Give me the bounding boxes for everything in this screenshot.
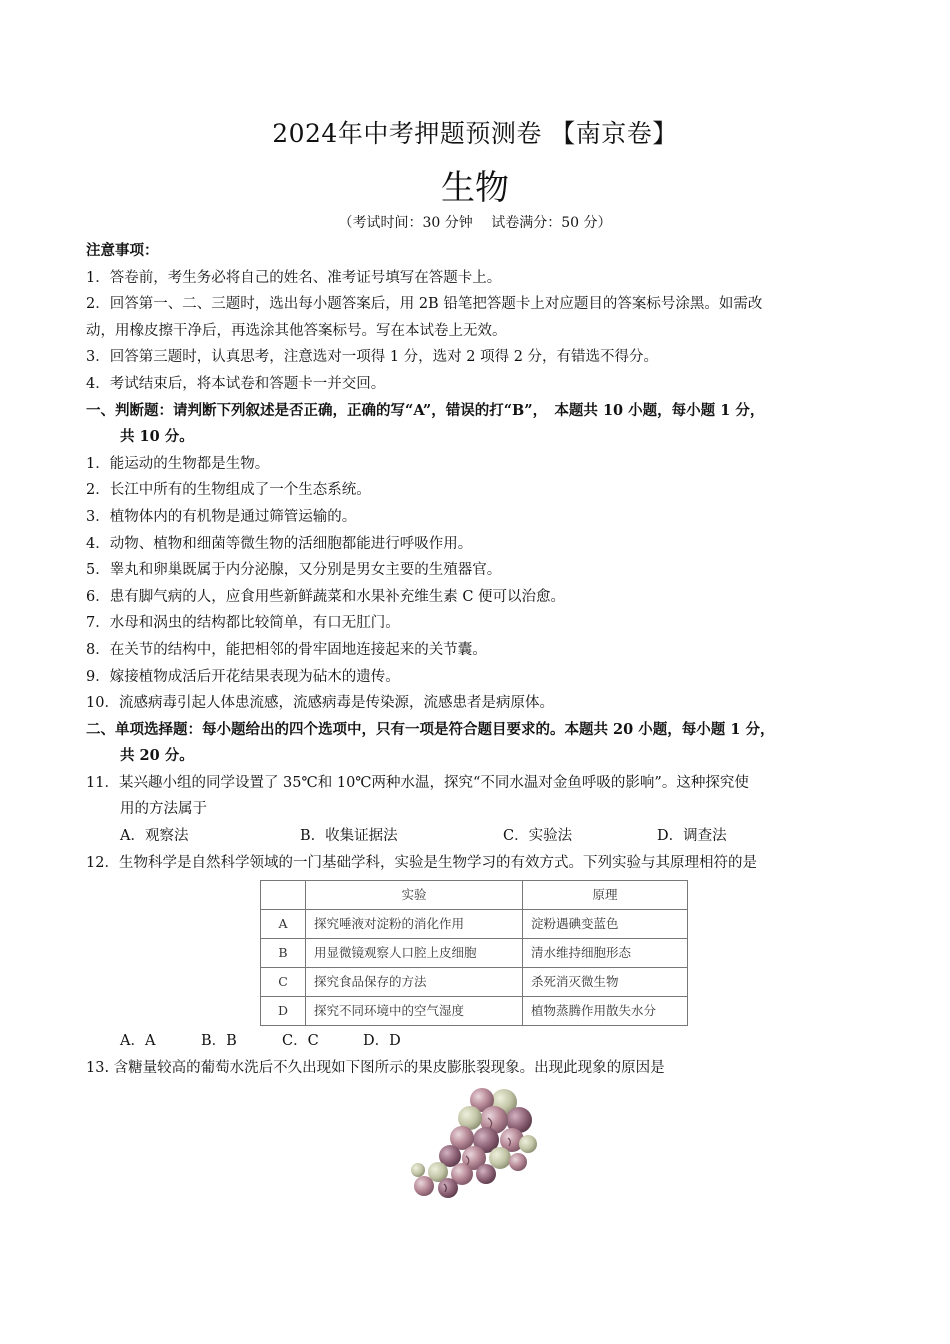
table-header-row xyxy=(261,881,688,910)
section2-heading: 二、单项选择题：每小题给出的四个选项中，只有一项是符合题目要求的。本题共 20 小题，每小题 1 分， xyxy=(86,720,775,738)
table-cell-principle: 植物蒸腾作用散失水分 xyxy=(523,997,688,1026)
q12-option-d[interactable]: D．D xyxy=(363,1033,401,1050)
judge-item: 1．能运动的生物都是生物。 xyxy=(86,455,270,472)
table-row xyxy=(261,939,688,968)
judge-item: 10．流感病毒引起人体患流感，流感病毒是传染源，流感患者是病原体。 xyxy=(86,695,554,712)
table-cell-experiment: 探究食品保存的方法 xyxy=(306,968,523,997)
q11-option-d[interactable]: D．调查法 xyxy=(657,828,727,845)
q12-option-a[interactable]: A．A xyxy=(120,1033,156,1050)
q12-option-c[interactable]: C．C xyxy=(282,1033,319,1050)
notice-item: 动，用橡皮擦干净后，再选涂其他答案标号。写在本试卷上无效。 xyxy=(86,322,507,339)
q11-stem-cont: 用的方法属于 xyxy=(120,801,207,818)
q12-options xyxy=(86,1028,858,1055)
q11-option-b[interactable]: B．收集证据法 xyxy=(300,828,398,845)
grape-cluster xyxy=(411,1088,537,1198)
grapes-image xyxy=(404,1082,544,1206)
subject-title: 生物 xyxy=(441,168,509,208)
q12-stem: 12．生物科学是自然科学领域的一门基础学科，实验是生物学习的有效方式。下列实验与其原理相符的是 xyxy=(86,854,757,871)
judge-item: 5．睾丸和卵巢既属于内分泌腺，又分别是男女主要的生殖器官。 xyxy=(86,562,502,579)
section1-heading-cont: 共 10 分。 xyxy=(120,428,194,446)
exam-title: 2024年中考押题预测卷 【南京卷】 xyxy=(272,119,678,148)
notice-item: 1．答卷前，考生务必将自己的姓名、准考证号填写在答题卡上。 xyxy=(86,269,502,286)
table-row xyxy=(261,968,688,997)
notice-item: 2．回答第一、二、三题时，选出每小题答案后，用 2B 铅笔把答题卡上对应题目的答案标号涂黑。如需改 xyxy=(86,296,763,313)
table-row xyxy=(261,910,688,939)
judge-item: 6．患有脚气病的人，应食用些新鲜蔬菜和水果补充维生素 C 便可以治愈。 xyxy=(86,588,566,605)
judge-item: 9．嫁接植物成活后开花结果表现为砧木的遗传。 xyxy=(86,668,400,685)
q12-table xyxy=(260,880,688,1026)
q11-options xyxy=(86,823,858,850)
table-cell-experiment: 用显微镜观察人口腔上皮细胞 xyxy=(306,939,523,968)
judge-item: 8．在关节的结构中，能把相邻的骨牢固地连接起来的关节囊。 xyxy=(86,641,487,658)
q13-stem: 13. 含糖量较高的葡萄水洗后不久出现如下图所示的果皮膨胀裂现象。出现此现象的原因是 xyxy=(86,1059,665,1076)
notice-heading: 注意事项： xyxy=(86,242,159,259)
judge-item: 3．植物体内的有机物是通过筛管运输的。 xyxy=(86,508,357,525)
q11-option-a[interactable]: A．观察法 xyxy=(120,828,189,845)
table-header-principle: 原理 xyxy=(523,881,688,910)
table-header-experiment: 实验 xyxy=(306,881,523,910)
q11-stem: 11．某兴趣小组的同学设置了 35℃和 10℃两种水温，探究“不同水温对金鱼呼吸的影响”。这种探究使 xyxy=(86,774,749,791)
table-cell-label: B xyxy=(261,939,306,968)
table-cell-label: D xyxy=(261,997,306,1026)
exam-content xyxy=(86,238,858,1081)
table-cell-label: A xyxy=(261,910,306,939)
q12-option-b[interactable]: B．B xyxy=(201,1033,237,1050)
table-cell-label: C xyxy=(261,968,306,997)
table-cell-principle: 清水维持细胞形态 xyxy=(523,939,688,968)
table-row xyxy=(261,997,688,1026)
section2-heading-cont: 共 20 分。 xyxy=(120,747,194,765)
section1-heading: 一、判断题：请判断下列叙述是否正确，正确的写“A”，错误的打“B”， 本题共 10 小题，每小题 1 分， xyxy=(86,401,765,419)
table-cell-experiment: 探究不同环境中的空气湿度 xyxy=(306,997,523,1026)
judge-item: 2．长江中所有的生物组成了一个生态系统。 xyxy=(86,482,371,499)
notice-item: 3．回答第三题时，认真思考，注意选对一项得 1 分，选对 2 项得 2 分，有错选不得分。 xyxy=(86,349,659,366)
exam-meta: （考试时间：30 分钟 试卷满分：50 分） xyxy=(338,215,612,231)
judge-item: 4．动物、植物和细菌等微生物的活细胞都能进行呼吸作用。 xyxy=(86,535,473,552)
table-cell-principle: 杀死消灭微生物 xyxy=(523,968,688,997)
notice-item: 4．考试结束后，将本试卷和答题卡一并交回。 xyxy=(86,375,386,392)
table-cell-principle: 淀粉遇碘变蓝色 xyxy=(523,910,688,939)
q11-option-c[interactable]: C．实验法 xyxy=(503,828,573,845)
table-header-blank xyxy=(261,881,306,910)
table-cell-experiment: 探究唾液对淀粉的消化作用 xyxy=(306,910,523,939)
judge-item: 7．水母和涡虫的结构都比较简单，有口无肛门。 xyxy=(86,615,400,632)
